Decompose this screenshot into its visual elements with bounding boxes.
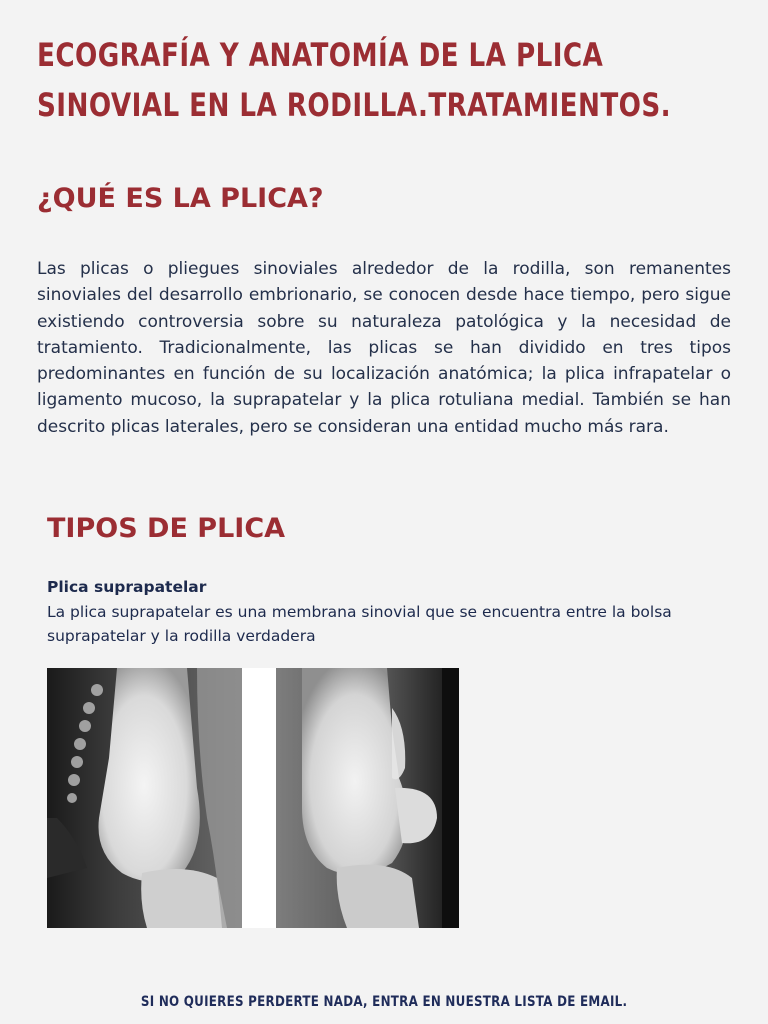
subsection-heading-suprapatellar: Plica suprapatelar — [47, 578, 207, 596]
subsection-description: La plica suprapatelar es una membrana sinovial que se encuentra entre la bolsa suprapatelar y la rodilla verdadera — [47, 603, 672, 645]
xray-right-image — [276, 668, 459, 928]
xray-figure — [47, 668, 459, 928]
xray-left-image — [47, 668, 242, 928]
page-title-line-1: ECOGRAFÍA Y ANATOMÍA DE LA PLICA — [37, 36, 604, 74]
section-heading-types: TIPOS DE PLICA — [47, 513, 286, 544]
section-heading-what-is: ¿QUÉ ES LA PLICA? — [37, 183, 324, 214]
footer-email-cta-text[interactable]: SI NO QUIERES PERDERTE NADA, ENTRA EN NUESTRA LISTA DE EMAIL. — [140, 994, 628, 1010]
intro-paragraph: Las plicas o pliegues sinoviales alrededor de la rodilla, son remanentes sinoviales del desarrollo embrionario, se conocen desde hace tiempo, pero sigue existiendo controversia sobre su naturaleza patológica y la necesidad de tratamiento. Tradicionalmente, las plicas se han dividido en tres tipos predominantes en función de su localización anatómica; la plica infrapatelar o ligamento mucoso, la suprapatelar y la plica rotuliana medial. También se han descrito plicas laterales, pero se consideran una entidad mucho más rara. — [37, 259, 731, 437]
footer-email-cta[interactable] — [0, 994, 768, 1010]
page-title-line-2: SINOVIAL EN LA RODILLA.TRATAMIENTOS. — [37, 86, 672, 124]
page-title — [37, 30, 672, 130]
